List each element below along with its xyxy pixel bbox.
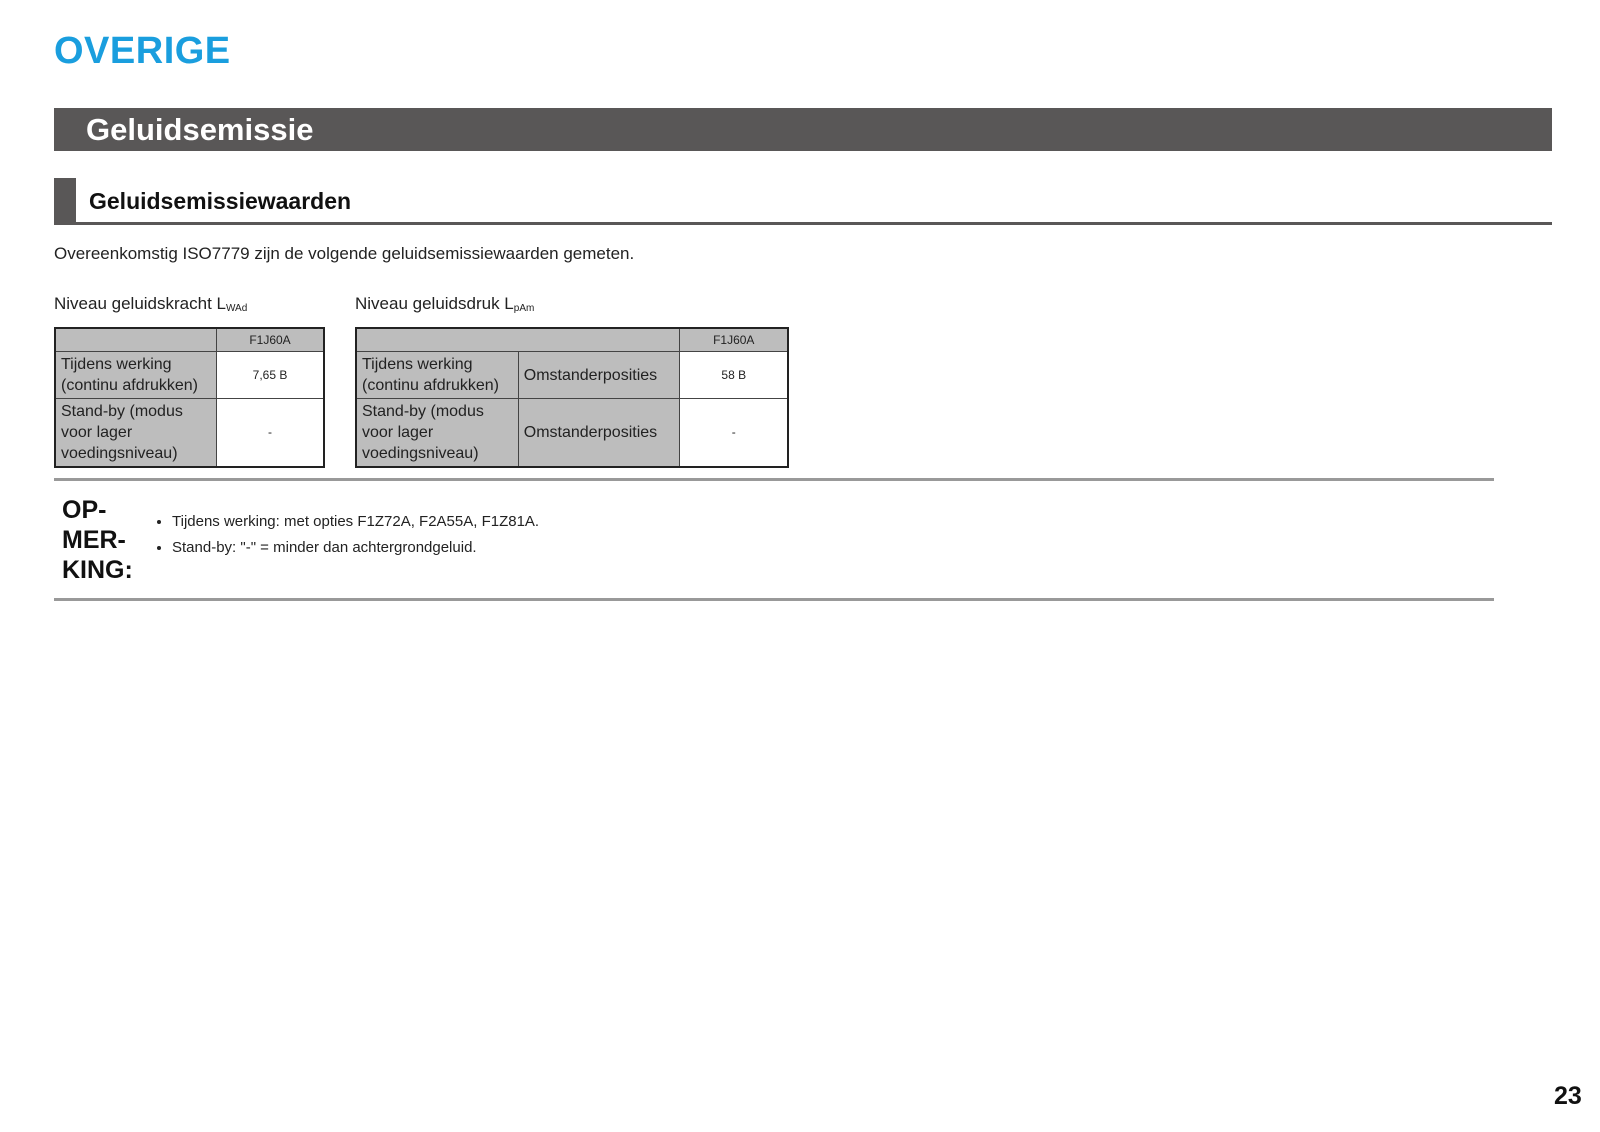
intro-text: Overeenkomstig ISO7779 zijn de volgende geluidsemissiewaarden gemeten. [54,244,635,263]
row-label-line: Stand-by (modus [61,403,183,420]
row-position: Omstanderposities [518,352,680,399]
subsection-heading [54,178,1552,225]
power-caption-sub: WAd [225,303,248,314]
note-box [54,478,1494,601]
note-list [154,513,539,565]
header-empty-cell [55,328,217,352]
row-label [356,399,518,468]
table-header-row [55,328,324,352]
table-row [356,352,788,399]
sound-power-table [54,327,325,468]
row-label-line: Tijdens werking [61,356,172,373]
pressure-caption-sub: pAm [513,303,535,314]
row-position: Omstanderposities [518,399,680,468]
table-row [55,399,324,468]
note-label-line: KING: [62,556,133,584]
note-label [62,495,142,585]
row-label-line: (continu afdrukken) [362,377,499,394]
header-model-cell: F1J60A [680,328,788,352]
table-row [356,399,788,468]
header-empty-cell [356,328,680,352]
row-label-line: voor lager [362,424,434,441]
row-label-line: voor lager [61,424,133,441]
row-value: - [217,399,325,468]
row-label-line: Stand-by (modus [362,403,484,420]
row-label-line: voedingsniveau) [362,445,479,462]
row-label-line: Tijdens werking [362,356,473,373]
page-number: 23 [1554,1082,1582,1110]
row-label [356,352,518,399]
row-value: 7,65 B [217,352,325,399]
sound-pressure-table [355,327,789,468]
pressure-table-caption [355,294,534,314]
subsection-marker [54,178,76,222]
pressure-caption-text: Niveau geluidsdruk L [355,294,514,313]
power-caption-text: Niveau geluidskracht L [54,294,226,313]
row-label [55,352,217,399]
note-label-line: OP- [62,496,107,524]
row-value: - [680,399,788,468]
table-header-row [356,328,788,352]
section-heading: Geluidsemissie [86,112,314,147]
table-row [55,352,324,399]
subsection-title: Geluidsemissiewaarden [89,188,352,214]
page-title: OVERIGE [54,30,231,72]
list-item: • Stand-by: "-" = minder dan achtergrondgeluid. [172,539,539,556]
section-heading-bar [54,108,1552,151]
row-value: 58 B [680,352,788,399]
header-model-cell: F1J60A [217,328,325,352]
row-label-line: (continu afdrukken) [61,377,198,394]
note-label-line: MER- [62,526,126,554]
row-label [55,399,217,468]
power-table-caption [54,294,247,314]
row-label-line: voedingsniveau) [61,445,178,462]
list-item: • Tijdens werking: met opties F1Z72A, F2A55A, F1Z81A. [172,513,539,530]
